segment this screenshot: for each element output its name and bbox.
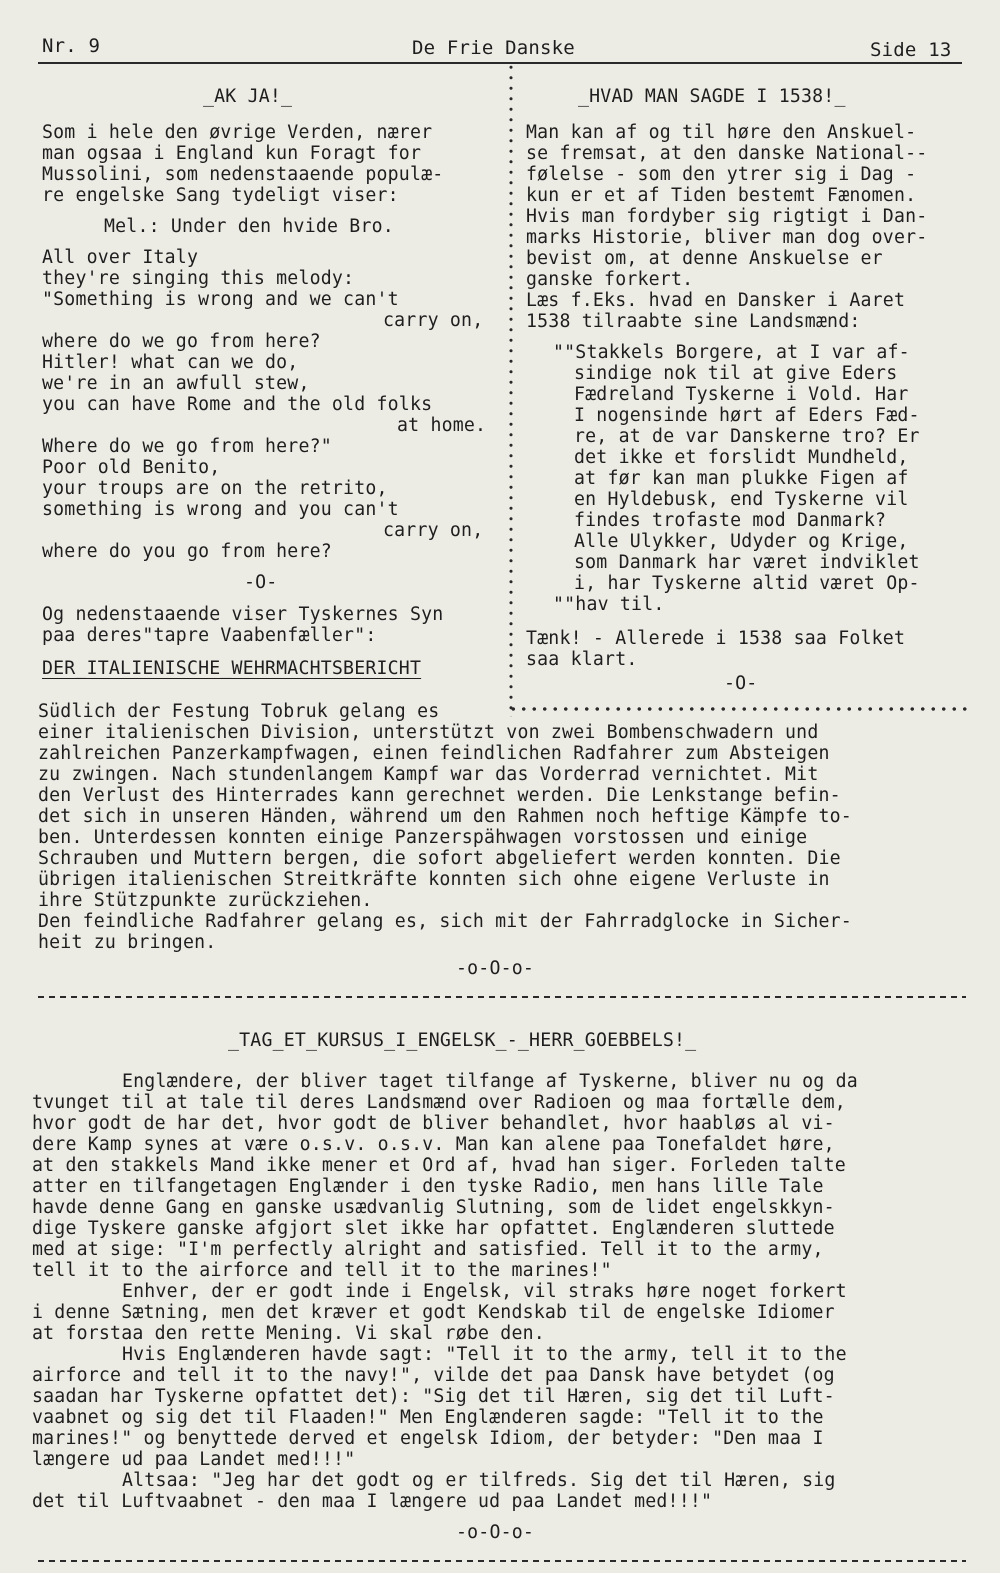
right-article-title: _HVAD MAN SAGDE I 1538!_	[578, 86, 846, 107]
goebbels-line: havde denne Gang en ganske usædvanlig Slutning, som de lidet engelskkyn-	[32, 1197, 835, 1218]
report-line: ben. Unterdessen konnten einige Panzerspähwagen vorstossen und einige	[38, 827, 808, 848]
goebbels-article-title: _TAG_ET_KURSUS_I_ENGELSK_-_HERR_GOEBBELS!_	[228, 1030, 697, 1051]
right-line: følelse - som den ytrer sig i Dag -	[526, 164, 917, 185]
column-divider	[508, 62, 514, 717]
report-line: übrigen italienischen Streitkräfte konnten sich ohne eigene Verluste in	[38, 869, 830, 890]
goebbels-line: vaabnet og sig det til Flaaden!" Men Englænderen sagde: "Tell it to the	[32, 1407, 824, 1428]
quote-line: ""Stakkels Borgere, at I var af-	[553, 342, 910, 363]
left-line: Poor old Benito,	[42, 457, 221, 478]
left-line: Mel.: Under den hvide Bro.	[104, 216, 394, 237]
left-line: "Something is wrong and we can't	[42, 289, 399, 310]
report-line: Südlich der Festung Tobruk gelang es	[38, 701, 440, 722]
left-line: you can have Rome and the old folks	[42, 394, 433, 415]
quote-line: Alle Ulykker, Udyder og Krige,	[574, 531, 909, 552]
right-line: Hvis man fordyber sig rigtigt i Dan-	[526, 206, 928, 227]
report-line: Den feindliche Radfahrer gelang es, sich mit der Fahrradglocke in Sicher-	[38, 911, 852, 932]
quote-line: en Hyldebusk, end Tyskerne vil	[574, 489, 909, 510]
left-line: carry on,	[383, 520, 484, 541]
goebbels-line: at den stakkels Mand ikke mener et Ord af, hvad han siger. Forleden talte	[32, 1155, 846, 1176]
report-line: einer italienischen Division, unterstützt von zwei Bombenschwadern und	[38, 722, 819, 743]
goebbels-line: at forstaa den rette Mening. Vi skal røbe den.	[32, 1323, 545, 1344]
left-line: All over Italy	[42, 247, 199, 268]
left-line: man ogsaa i England kun Foragt for	[42, 143, 422, 164]
goebbels-line: Englændere, der bliver taget tilfange af Tyskerne, bliver nu og da	[122, 1071, 858, 1092]
goebbels-line: det til Luftvaabnet - den maa I længere ud paa Landet med!!!"	[32, 1491, 713, 1512]
report-line: det sich in unseren Händen, während um den Rahmen noch heftige Kämpfe to-	[38, 806, 852, 827]
right-line: Man kan af og til høre den Anskuel-	[526, 122, 917, 143]
quote-line: sindige nok til at give Eders	[574, 363, 898, 384]
right-line: marks Historie, bliver man dog over-	[526, 227, 928, 248]
goebbels-line: længere ud paa Landet med!!!"	[32, 1449, 356, 1470]
goebbels-line: Altsaa: "Jeg har det godt og er tilfreds. Sig det til Hæren, sig	[122, 1470, 836, 1491]
goebbels-end-mark: -o-O-o-	[456, 1522, 535, 1543]
goebbels-line: med at sige: "I'm perfectly alright and satisfied. Tell it to the army,	[32, 1239, 824, 1260]
right-line: 1538 tilraabte sine Landsmænd:	[526, 311, 861, 332]
publication-title: De Frie Danske	[412, 37, 575, 59]
report-line: heit zu bringen.	[38, 932, 217, 953]
issue-number: Nr. 9	[42, 35, 101, 57]
header-rule	[38, 62, 962, 64]
quote-line: re, at de var Danskerne tro? Er	[574, 426, 920, 447]
left-article-title: _AK JA!_	[203, 86, 293, 107]
left-line: at home.	[397, 415, 487, 436]
left-line: Som i hele den øvrige Verden, nærer	[42, 122, 433, 143]
quote-line: det ikke et forslidt Mundheld,	[574, 447, 909, 468]
quote-line: som Danmark har været indviklet	[574, 552, 920, 573]
left-line: where do we go from here?	[42, 331, 321, 352]
goebbels-line: marines!" og benyttede derved et engelsk Idiom, der betyder: "Den maa I	[32, 1428, 824, 1449]
left-line: re engelske Sang tydeligt viser:	[42, 185, 399, 206]
goebbels-line: Hvis Englænderen havde sagt: "Tell it to the army, tell it to the	[122, 1344, 847, 1365]
left-line: your troups are on the retrito,	[42, 478, 388, 499]
left-line: Where do we go from here?"	[42, 436, 332, 457]
quote-line: findes trofaste mod Danmark?	[574, 510, 887, 531]
goebbels-line: tell it to the airforce and tell it to the marines!"	[32, 1260, 612, 1281]
goebbels-line: hvor godt de har det, hvor godt de bliver behandlet, hvor haabløs al vi-	[32, 1113, 835, 1134]
quote-line: at før kan man plukke Figen af	[574, 468, 909, 489]
right-line: saa klart.	[526, 649, 638, 670]
left-line: Hitler! what can we do,	[42, 352, 299, 373]
left-line: Mussolini, som nedenstaaende populæ-	[42, 164, 444, 185]
quote-line: ""hav til.	[553, 594, 665, 615]
goebbels-line: atter en tilfangetagen Englænder i den tyske Radio, men hans lille Tale	[32, 1176, 824, 1197]
bottom-rule	[38, 1560, 966, 1562]
right-separator: -O-	[724, 673, 758, 694]
report-line: Schrauben und Muttern bergen, die sofort abgeliefert werden konnten. Die	[38, 848, 841, 869]
right-line: se fremsat, at den danske National--	[526, 143, 928, 164]
right-line: ganske forkert.	[526, 269, 694, 290]
goebbels-line: dige Tyskere ganske afgjort slet ikke har opfattet. Englænderen sluttede	[32, 1218, 835, 1239]
page-number: Side 13	[870, 39, 952, 61]
goebbels-line: saadan har Tyskerne opfattet det): "Sig det til Hæren, sig det til Luft-	[32, 1386, 835, 1407]
left-line: carry on,	[383, 310, 484, 331]
quote-line: I nogensinde hørt af Eders Fæd-	[574, 405, 920, 426]
section-rule	[38, 996, 966, 998]
right-line: Tænk! - Allerede i 1538 saa Folket	[526, 628, 906, 649]
left-line: paa deres"tapre Vaabenfæller":	[42, 625, 377, 646]
goebbels-line: i denne Sætning, men det kræver et godt Kendskab til de engelske Idiomer	[32, 1302, 835, 1323]
report-line: zu zwingen. Nach stundenlangem Kampf war das Vorderrad vernichtet. Mit	[38, 764, 819, 785]
quote-line: Fædreland Tyskerne i Vold. Har	[574, 384, 909, 405]
report-line: den Verlust des Hinterrades kann gerechnet werden. Die Lenkstange befin-	[38, 785, 841, 806]
right-line: kun er et af Tiden bestemt Fænomen.	[526, 185, 917, 206]
right-line: Læs f.Eks. hvad en Dansker i Aaret	[526, 290, 906, 311]
right-line: bevist om, at denne Anskuelse er	[526, 248, 883, 269]
left-line: they're singing this melody:	[42, 268, 355, 289]
goebbels-line: dere Kamp synes at være o.s.v. o.s.v. Man kan alene paa Tonefaldet høre,	[32, 1134, 835, 1155]
left-line: where do you go from here?	[42, 541, 332, 562]
report-end-mark: -o-O-o-	[456, 958, 535, 979]
column-bottom-divider	[508, 706, 970, 712]
quote-line: i, har Tyskerne altid været Op-	[574, 573, 920, 594]
goebbels-line: Enhver, der er godt inde i Engelsk, vil straks høre noget forkert	[122, 1281, 847, 1302]
left-line: something is wrong and you can't	[42, 499, 399, 520]
report-line: ihre Stützpunkte zurückziehen.	[38, 890, 373, 911]
left-separator: -O-	[244, 572, 278, 593]
left-line: we're in an awfull stew,	[42, 373, 310, 394]
report-line: zahlreichen Panzerkampfwagen, einen feindlichen Radfahrer zum Absteigen	[38, 743, 830, 764]
goebbels-line: tvunget til at tale til deres Landsmænd over Radioen og maa fortælle dem,	[32, 1092, 846, 1113]
goebbels-line: airforce and tell it to the navy!", vilde det paa Dansk have betydet (og	[32, 1365, 835, 1386]
left-line: Og nedenstaaende viser Tyskernes Syn	[42, 604, 444, 625]
wehrmacht-report-title: DER_ITALIENISCHE_WEHRMACHTSBERICHT	[42, 658, 422, 679]
